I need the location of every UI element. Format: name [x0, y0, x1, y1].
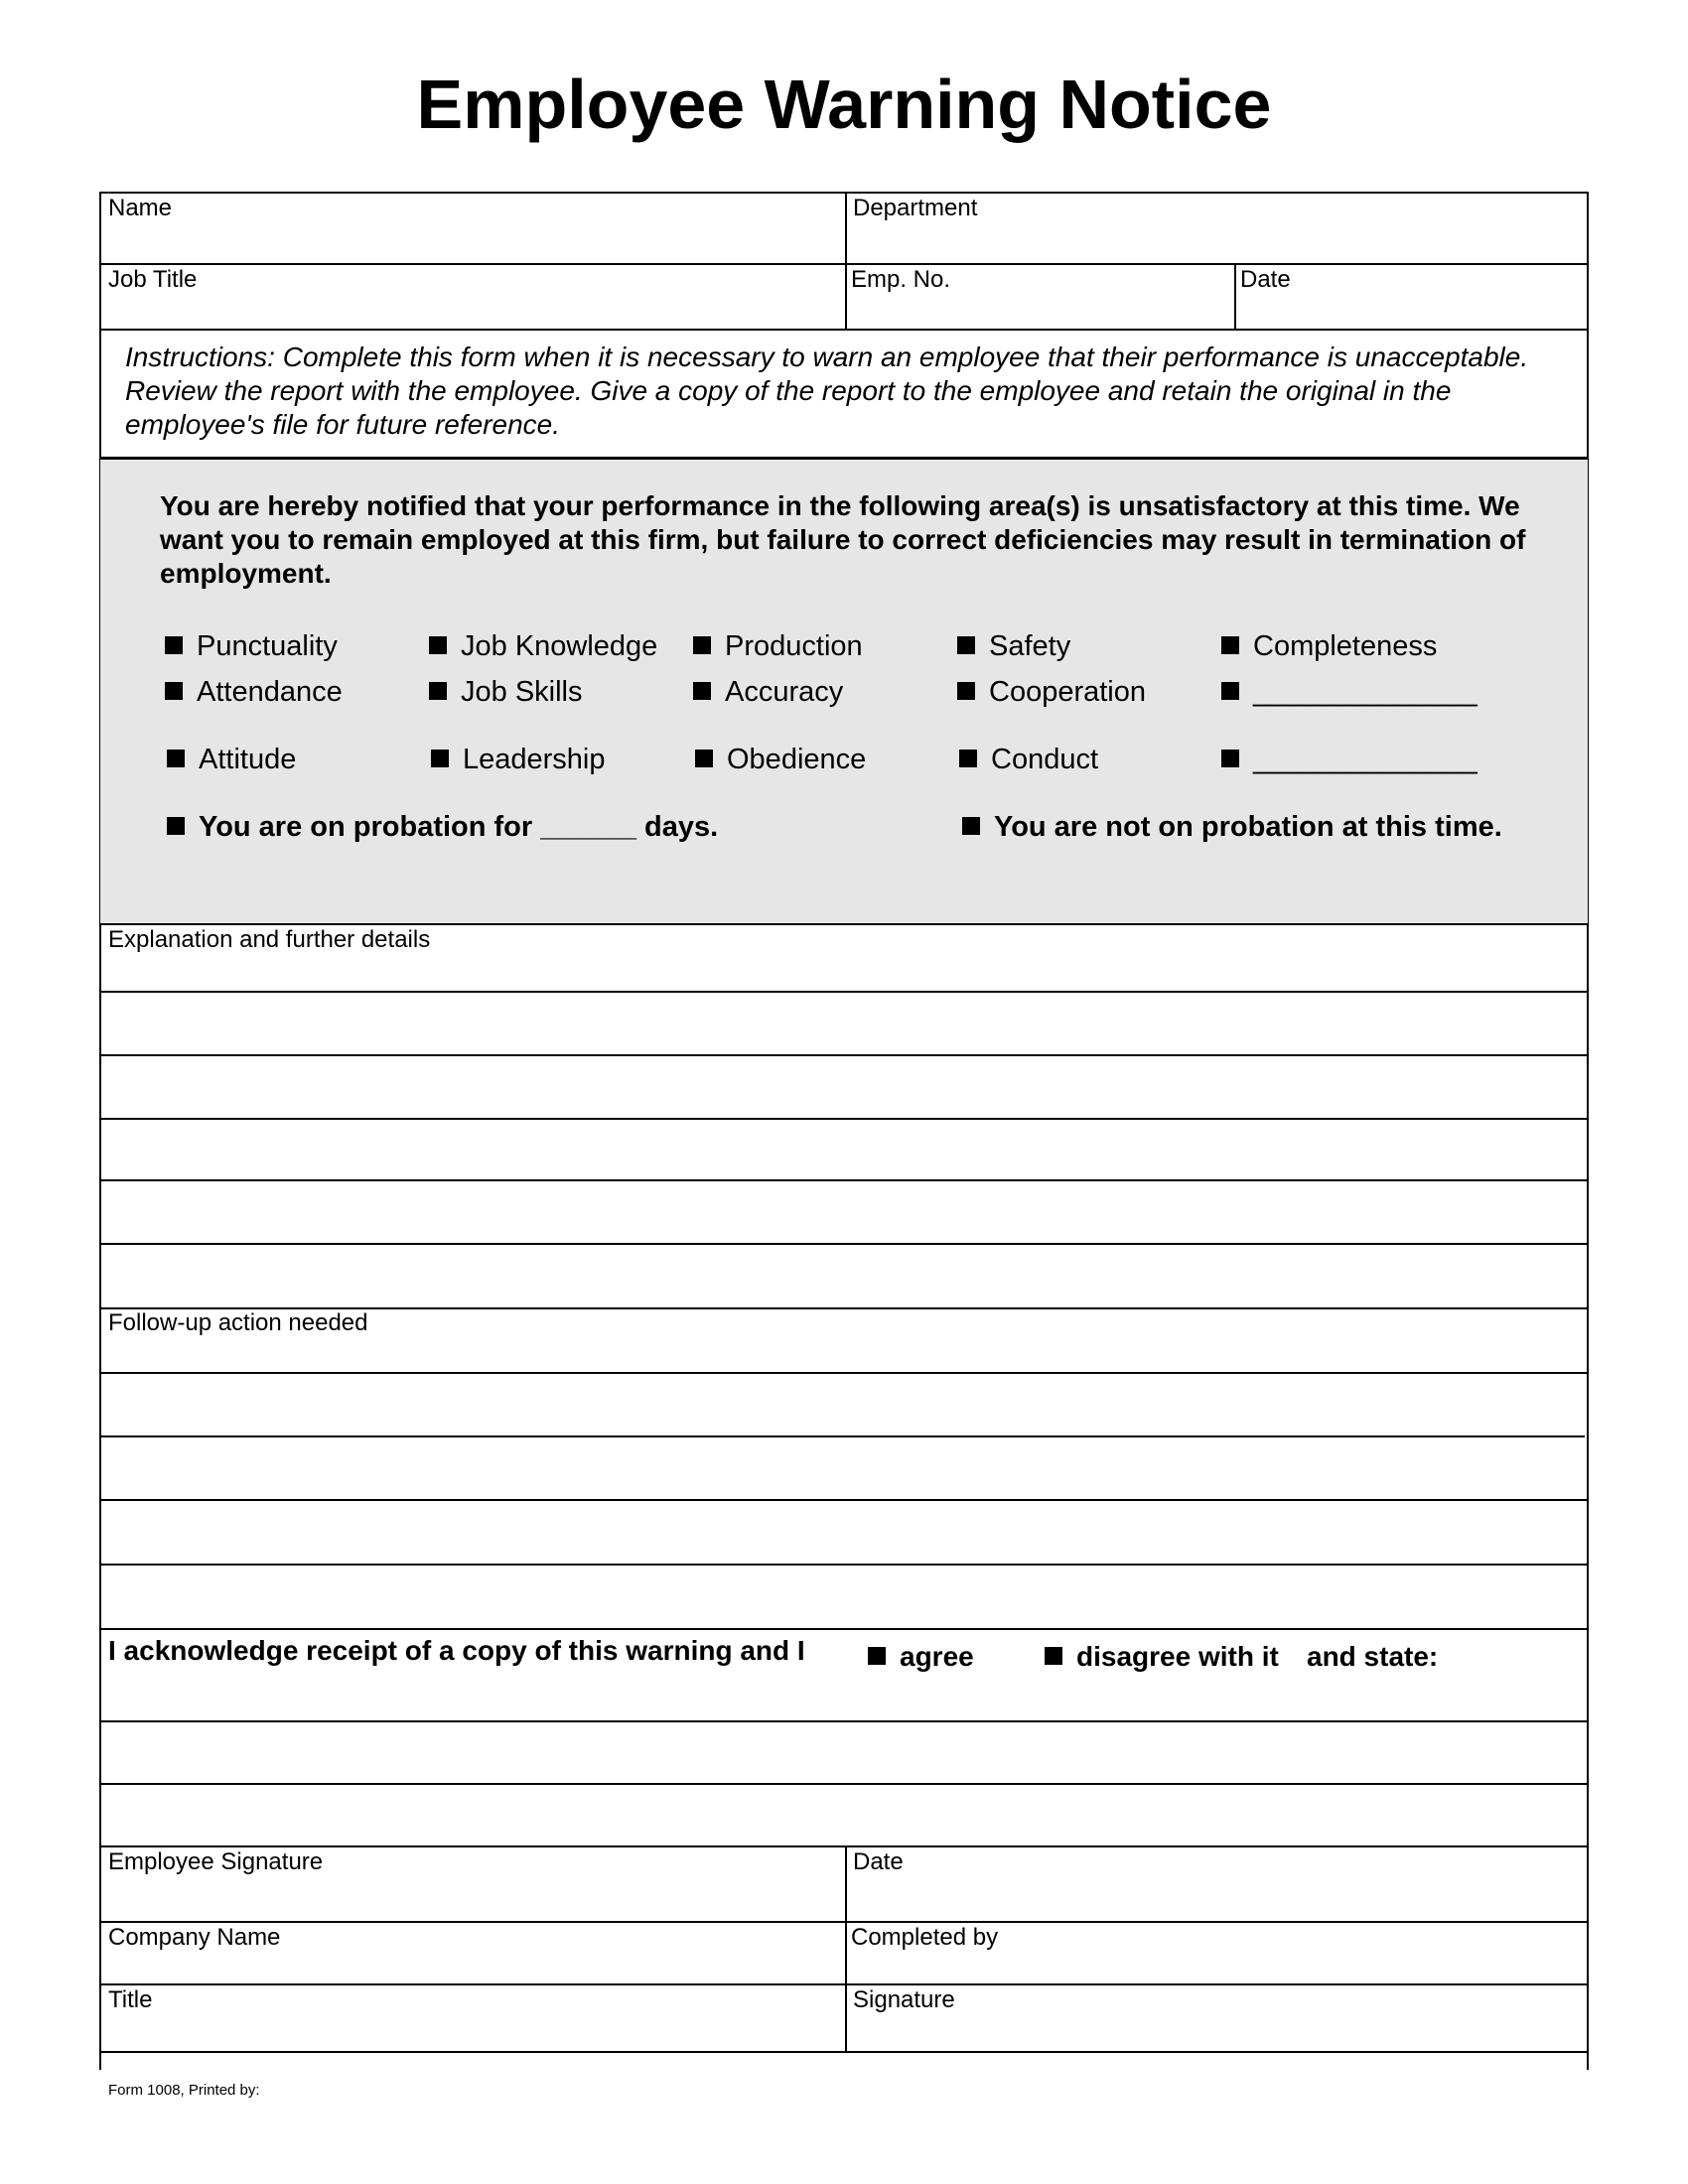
checkbox-label: Production	[725, 630, 863, 662]
checkbox-punctuality[interactable]	[165, 629, 338, 663]
checkbox-label: Job Skills	[461, 676, 583, 708]
checkbox-label: Obedience	[727, 744, 867, 775]
header-column-divider	[845, 192, 847, 329]
date-field[interactable]: Date	[1240, 266, 1291, 293]
checkbox-square-icon	[1221, 636, 1239, 654]
notice-text: You are hereby notified that your performance in the following area(s) is unsatisfactory at this time. We want you to remain employed at this firm, but failure to correct deficiencies may result in termination of employment.	[160, 490, 1526, 589]
signature-top-border	[99, 1845, 1589, 1847]
acknowledge-text: I acknowledge receipt of a copy of this warning and I	[108, 1635, 805, 1666]
and-state-label: and state:	[1307, 1641, 1439, 1672]
checkbox-square-icon	[957, 682, 975, 700]
checkbox-other-2[interactable]	[1221, 743, 1477, 776]
explanation-top-border	[99, 923, 1589, 925]
checkbox-square-icon	[429, 636, 447, 654]
header-date-divider	[1234, 263, 1236, 329]
checkbox-square-icon	[1045, 1647, 1062, 1665]
explanation-line[interactable]	[99, 1054, 1589, 1056]
checkbox-square-icon	[167, 750, 185, 767]
checkbox-label: Cooperation	[989, 676, 1146, 708]
checkbox-label: Leadership	[463, 744, 606, 775]
checkbox-square-icon	[429, 682, 447, 700]
checkbox-label: Conduct	[991, 744, 1099, 775]
followup-label: Follow-up action needed	[108, 1309, 368, 1336]
explanation-line[interactable]	[99, 991, 1589, 993]
checkbox-label: Punctuality	[197, 630, 338, 662]
followup-line[interactable]	[99, 1499, 1589, 1501]
checkbox-square-icon	[1221, 750, 1239, 767]
checkbox-job-knowledge[interactable]	[429, 629, 657, 663]
checkbox-square-icon	[693, 636, 711, 654]
checkbox-disagree[interactable]	[1045, 1640, 1279, 1674]
checkbox-label: Job Knowledge	[461, 630, 658, 662]
checkbox-label: Attitude	[199, 744, 297, 775]
company-name-field[interactable]: Company Name	[108, 1924, 281, 1951]
checkbox-not-on-probation[interactable]	[962, 810, 1502, 844]
checkbox-square-icon	[957, 636, 975, 654]
header-top-border	[99, 192, 1589, 194]
signature-row-divider	[99, 1921, 1589, 1923]
checkbox-agree[interactable]	[868, 1640, 974, 1674]
acknowledge-line[interactable]	[101, 1783, 1589, 1785]
checkbox-cooperation[interactable]	[957, 675, 1146, 709]
checkbox-label: ______________	[1253, 676, 1477, 708]
signature-row-divider	[99, 1983, 1589, 1985]
checkbox-label: You are not on probation at this time.	[994, 811, 1502, 843]
followup-line[interactable]	[99, 1435, 1585, 1437]
checkbox-label: disagree with it	[1076, 1641, 1279, 1672]
title-field[interactable]: Title	[108, 1986, 153, 2013]
acknowledge-top-border	[99, 1628, 1589, 1630]
completed-by-field[interactable]: Completed by	[851, 1924, 999, 1951]
checkbox-job-skills[interactable]	[429, 675, 583, 709]
checkbox-attendance[interactable]	[165, 675, 343, 709]
checkbox-square-icon	[693, 682, 711, 700]
checkbox-label: You are on probation for ______ days.	[199, 811, 719, 843]
explanation-line[interactable]	[101, 1243, 1589, 1245]
checkbox-square-icon	[165, 636, 183, 654]
signature-bottom-border	[99, 2051, 1589, 2053]
signature-column-divider	[845, 1845, 847, 2053]
form-title: Employee Warning Notice	[416, 66, 1272, 143]
signature-date-field[interactable]: Date	[853, 1848, 904, 1875]
checkbox-square-icon	[1221, 682, 1239, 700]
checkbox-label: Accuracy	[725, 676, 844, 708]
checkbox-leadership[interactable]	[431, 743, 606, 776]
checkbox-label: Completeness	[1253, 630, 1438, 662]
checkbox-square-icon	[959, 750, 977, 767]
form-footer: Form 1008, Printed by:	[108, 2082, 260, 2099]
emp-no-field[interactable]: Emp. No.	[851, 266, 951, 293]
checkbox-label: Attendance	[197, 676, 343, 708]
checkbox-accuracy[interactable]	[693, 675, 843, 709]
acknowledge-line[interactable]	[101, 1720, 1589, 1722]
job-title-field[interactable]: Job Title	[108, 266, 198, 293]
instructions-text: Instructions: Complete this form when it is necessary to warn an employee that their performance is unacceptable. Review the report with the employee. Give a copy of the report to the employee and retain the original in the employee's file for future reference.	[125, 341, 1529, 440]
explanation-line[interactable]	[101, 1118, 1589, 1120]
checkbox-obedience[interactable]	[695, 743, 866, 776]
checkbox-attitude[interactable]	[167, 743, 296, 776]
followup-line[interactable]	[99, 1564, 1589, 1566]
checkbox-square-icon	[868, 1647, 886, 1665]
checkbox-production[interactable]	[693, 629, 863, 663]
followup-line[interactable]	[101, 1372, 1589, 1374]
checkbox-label: Safety	[989, 630, 1071, 662]
checkbox-conduct[interactable]	[959, 743, 1098, 776]
explanation-label: Explanation and further details	[108, 926, 431, 953]
checkbox-other-1[interactable]	[1221, 675, 1477, 709]
header-bottom-border	[99, 329, 1589, 331]
checkbox-completeness[interactable]	[1221, 629, 1437, 663]
name-field[interactable]: Name	[108, 195, 173, 221]
checkbox-square-icon	[165, 682, 183, 700]
checkbox-on-probation[interactable]	[167, 810, 718, 844]
explanation-line[interactable]	[101, 1179, 1589, 1181]
header-row-divider	[99, 263, 1589, 265]
checkbox-square-icon	[167, 817, 185, 835]
checkbox-square-icon	[962, 817, 980, 835]
checkbox-square-icon	[695, 750, 713, 767]
checkbox-label: ______________	[1253, 744, 1477, 775]
checkbox-square-icon	[431, 750, 449, 767]
employee-signature-field[interactable]: Employee Signature	[108, 1848, 324, 1875]
department-field[interactable]: Department	[853, 195, 978, 221]
checkbox-label: agree	[900, 1641, 974, 1672]
checkbox-safety[interactable]	[957, 629, 1070, 663]
signature-field[interactable]: Signature	[853, 1986, 955, 2013]
